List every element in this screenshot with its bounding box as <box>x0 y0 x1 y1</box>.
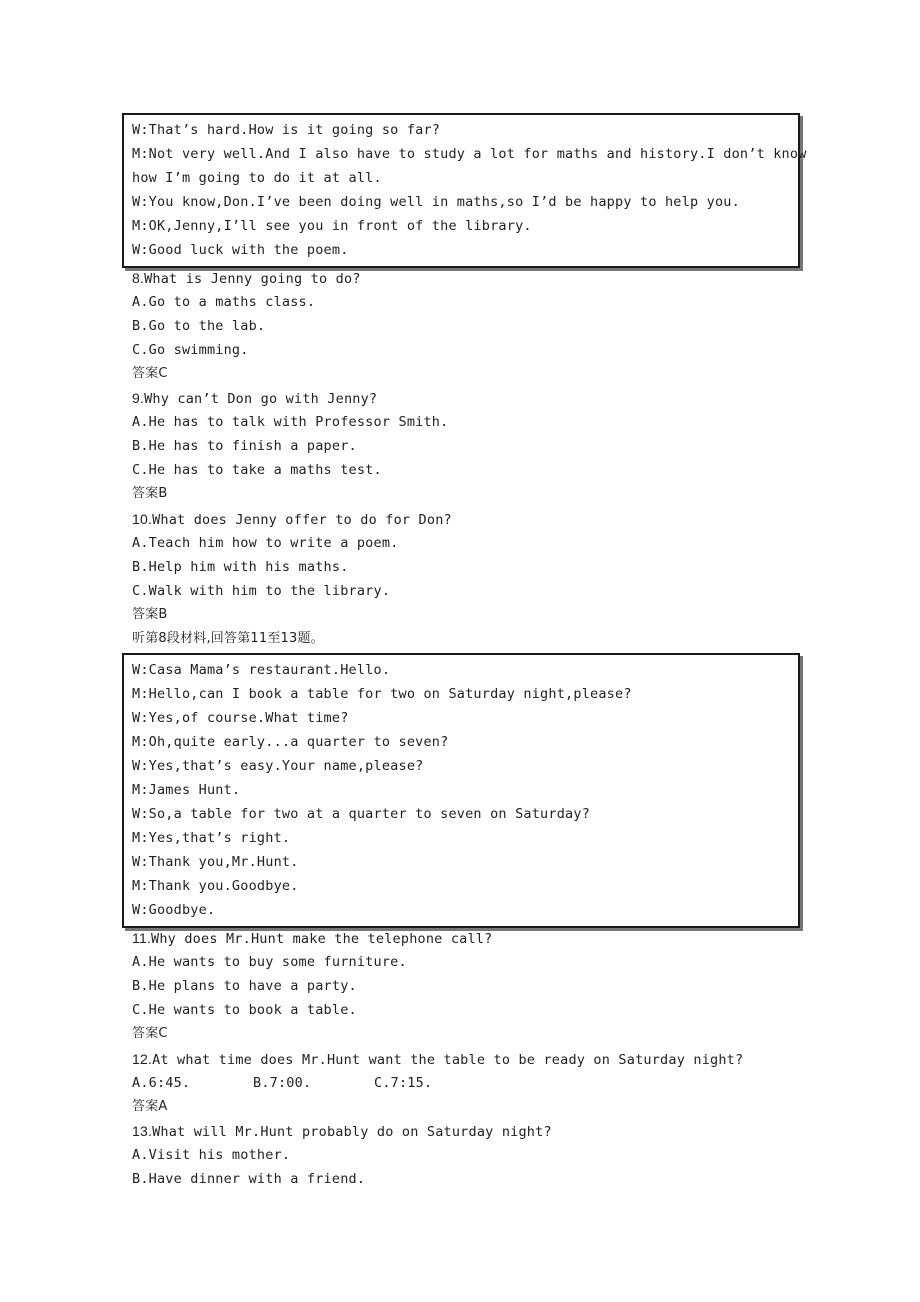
option-a: A.6:45. <box>132 1075 191 1091</box>
transcript-line: W:Good luck with the poem. <box>132 242 349 258</box>
option-a: A.Teach him how to write a poem. <box>132 535 399 551</box>
question-13 <box>132 1119 552 1143</box>
option-b: B.He plans to have a party. <box>132 978 357 994</box>
option-b: B.7:00. <box>253 1075 312 1091</box>
question-number: 8. <box>132 270 145 286</box>
question-number: 11. <box>132 930 152 946</box>
question-text: At what time does Mr.Hunt want the table to be ready on Saturday night? <box>152 1052 744 1068</box>
transcript-line: W:Casa Mama’s restaurant.Hello. <box>132 662 391 678</box>
option-a: A.He has to talk with Professor Smith. <box>132 414 449 430</box>
transcript-box-1 <box>122 113 807 268</box>
question-text: What will Mr.Hunt probably do on Saturday night? <box>152 1124 552 1140</box>
option-c: C.Walk with him to the library. <box>132 583 391 599</box>
transcript-line: M:Yes,that’s right. <box>132 830 291 846</box>
question-number: 12. <box>132 1051 153 1067</box>
question-8 <box>132 266 361 290</box>
question-number: 10. <box>132 511 153 527</box>
question-number: 13. <box>132 1123 153 1139</box>
option-b: B.Go to the lab. <box>132 318 266 334</box>
question-text: Why does Mr.Hunt make the telephone call? <box>151 931 493 947</box>
transcript-line: M:Oh,quite early...a quarter to seven? <box>132 734 449 750</box>
option-c: C.7:15. <box>374 1075 433 1091</box>
question-10 <box>132 507 452 531</box>
option-b: B.Help him with his maths. <box>132 559 349 575</box>
question-number: 9. <box>132 390 145 406</box>
transcript-box-2 <box>122 653 800 928</box>
answer-10: 答案B <box>132 607 168 622</box>
transcript-line: W:That’s hard.How is it going so far? <box>132 122 441 138</box>
transcript-line: M:Thank you.Goodbye. <box>132 878 299 894</box>
option-a: A.Go to a maths class. <box>132 294 316 310</box>
transcript-line: W:Goodbye. <box>132 902 216 918</box>
question-12 <box>132 1047 743 1071</box>
question-text: What does Jenny offer to do for Don? <box>152 512 452 528</box>
transcript-line: W:You know,Don.I’ve been doing well in maths,so I’d be happy to help you. <box>132 194 740 210</box>
transcript-line: W:Yes,that’s easy.Your name,please? <box>132 758 424 774</box>
transcript-line: M:James Hunt. <box>132 782 241 798</box>
transcript-line: M:OK,Jenny,I’ll see you in front of the library. <box>132 218 532 234</box>
option-b: B.Have dinner with a friend. <box>132 1171 366 1187</box>
answer-12: 答案A <box>132 1099 168 1114</box>
option-b: B.He has to finish a paper. <box>132 438 357 454</box>
transcript-line: M:Not very well.And I also have to study a lot for maths and history.I don’t know <box>132 146 807 162</box>
transcript-line: how I’m going to do it at all. <box>132 170 382 186</box>
question-9 <box>132 386 377 410</box>
option-a: A.Visit his mother. <box>132 1147 291 1163</box>
option-c: C.He wants to book a table. <box>132 1002 357 1018</box>
answer-11: 答案C <box>132 1026 168 1041</box>
transcript-line: W:Yes,of course.What time? <box>132 710 349 726</box>
option-c: C.He has to take a maths test. <box>132 462 382 478</box>
answer-9: 答案B <box>132 486 168 501</box>
transcript-line: W:Thank you,Mr.Hunt. <box>132 854 299 870</box>
question-11 <box>132 926 492 950</box>
section-instruction: 听第8段材料,回答第11至13题。 <box>132 631 324 646</box>
question-text: Why can’t Don go with Jenny? <box>144 391 378 407</box>
answer-8: 答案C <box>132 366 168 381</box>
transcript-line: W:So,a table for two at a quarter to seven on Saturday? <box>132 806 591 822</box>
question-text: What is Jenny going to do? <box>144 271 361 287</box>
option-a: A.He wants to buy some furniture. <box>132 954 407 970</box>
transcript-line: M:Hello,can I book a table for two on Saturday night,please? <box>132 686 632 702</box>
option-c: C.Go swimming. <box>132 342 249 358</box>
